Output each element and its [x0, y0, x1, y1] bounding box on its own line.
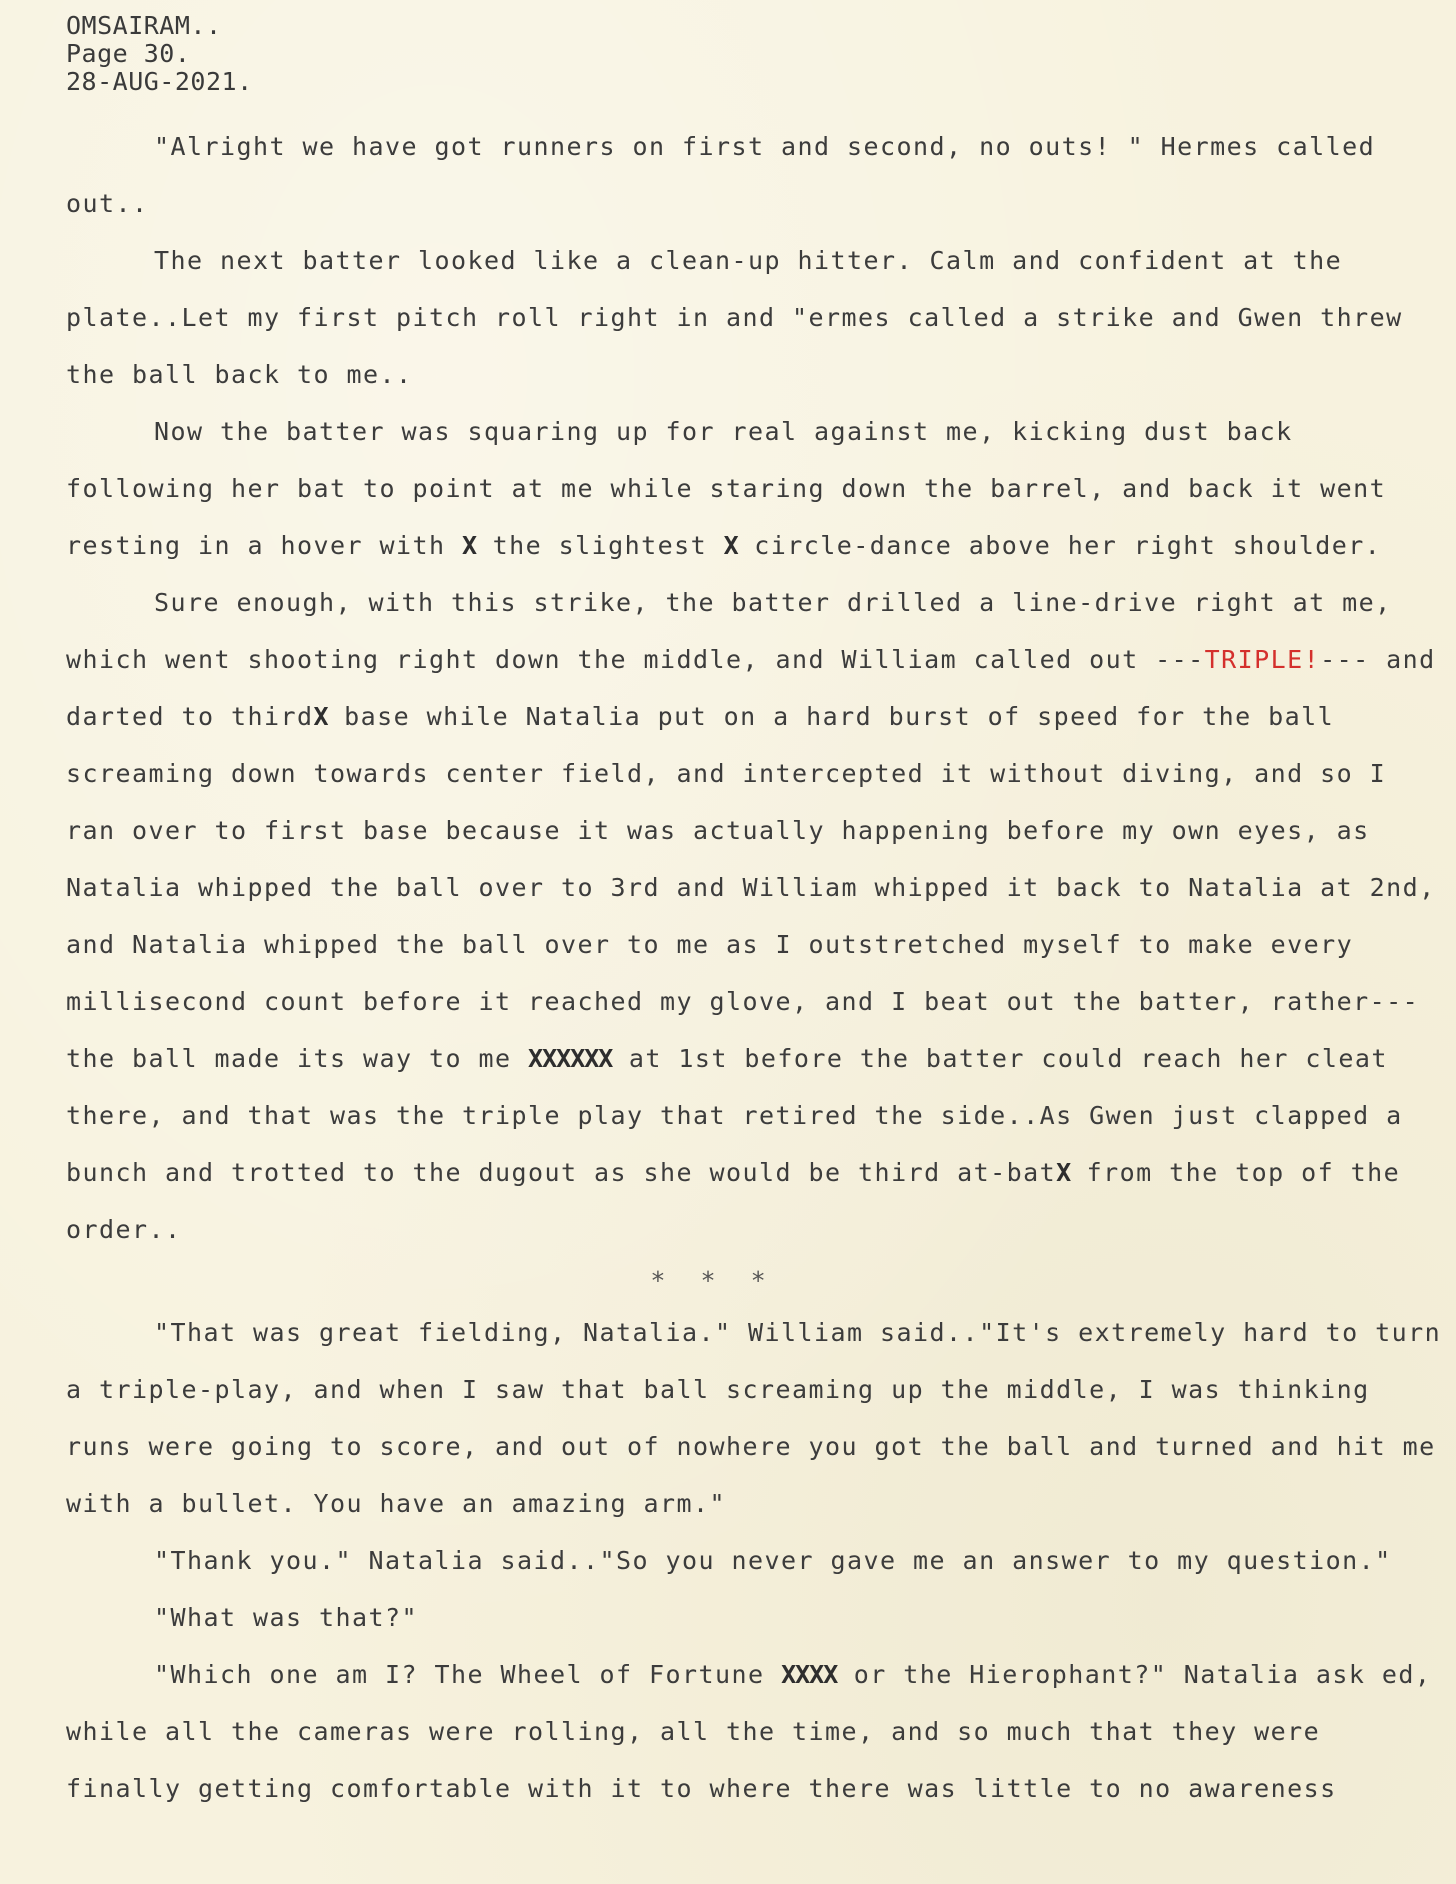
- paragraph-3: [66, 403, 1450, 574]
- header-title: OMSAIRAM..: [66, 11, 222, 40]
- paragraph-5: "That was great fielding, Natalia." William said.."It's extremely hard to turn a triple-play, and when I saw that ball screaming up the middle, I was thinking runs were going to score, and out of nowhere you got the ball and turned and hit me with a bullet. You have an amazing arm.": [66, 1318, 1442, 1518]
- strikeout-mark: X: [313, 702, 328, 731]
- header-page-number: Page 30.: [66, 39, 191, 68]
- red-ink-word: TRIPLE!: [1204, 645, 1321, 674]
- scene-break: * * *: [650, 1266, 776, 1295]
- paragraph-1: "Alright we have got runners on first and second, no outs! " Hermes called out..: [66, 132, 1376, 218]
- paragraph-3-text-b: the slightest: [476, 531, 724, 560]
- paragraph-2: The next batter looked like a clean-up hitter. Calm and confident at the plate..Let my first pitch roll right in and "ermes called a strike and Gwen threw the ball back to me..: [66, 246, 1403, 389]
- paragraph-4: [66, 574, 1450, 1258]
- header-date: 28-AUG-2021.: [66, 67, 253, 96]
- paragraph-8: [66, 1646, 1450, 1817]
- strikeout-mark: X: [462, 531, 477, 560]
- strikeout-mark: X: [723, 531, 738, 560]
- strikeout-mark: XXXXXX: [528, 1044, 613, 1073]
- paragraph-4-text-a: Sure enough, with this strike, the batter drilled a line-drive right at me, which went shooting right down the middle, and William called out ---: [66, 588, 1392, 674]
- paragraph-3-text-a: Now the batter was squaring up for real against me, kicking dust back following her bat to point at me while staring down the barrel, and back it went resting in a hover with: [66, 417, 1387, 560]
- paragraph-4-text-d: at 1st before the batter could reach her cleat there, and that was the triple play that retired the side..As Gwen just clapped a bunch and trotted to the dugout as she would be third at-bat: [66, 1044, 1403, 1187]
- paragraph-4-text-e: from the top of the order..: [66, 1158, 1401, 1244]
- manuscript-body: [66, 118, 1450, 1817]
- strikeout-mark: X: [1056, 1158, 1071, 1187]
- paragraph-6: "Thank you." Natalia said.."So you never gave me an answer to my question.": [154, 1546, 1392, 1575]
- paragraph-7: "What was that?": [154, 1603, 419, 1632]
- paragraph-8-text-a: "Which one am I? The Wheel of Fortune: [154, 1660, 782, 1689]
- paragraph-8-text-b: or the Hierophant?" Natalia ask ed, while all the cameras were rolling, all the time, and so much that they were finally getting comfortable with it to where there was little to no awareness: [66, 1660, 1432, 1803]
- paragraph-4-text-b: --- and darted to third: [66, 645, 1436, 731]
- page-header: [66, 12, 253, 96]
- strikeout-mark: XXXX: [781, 1660, 838, 1689]
- paragraph-3-text-c: circle-dance above her right shoulder.: [737, 531, 1382, 560]
- paragraph-4-text-c: base while Natalia put on a hard burst of speed for the ball screaming down towards center field, and intercepted it without diving, and so I ran over to first base because it was actually happening before my own eyes, as Natalia whipped the ball over to 3rd and William whipped it back to Natalia at 2nd, and Natalia whipped the ball over to me as I outstretched myself to make every millisecond count before it reached my glove, and I beat out the batter, rather---the ball made its way to me: [66, 702, 1436, 1073]
